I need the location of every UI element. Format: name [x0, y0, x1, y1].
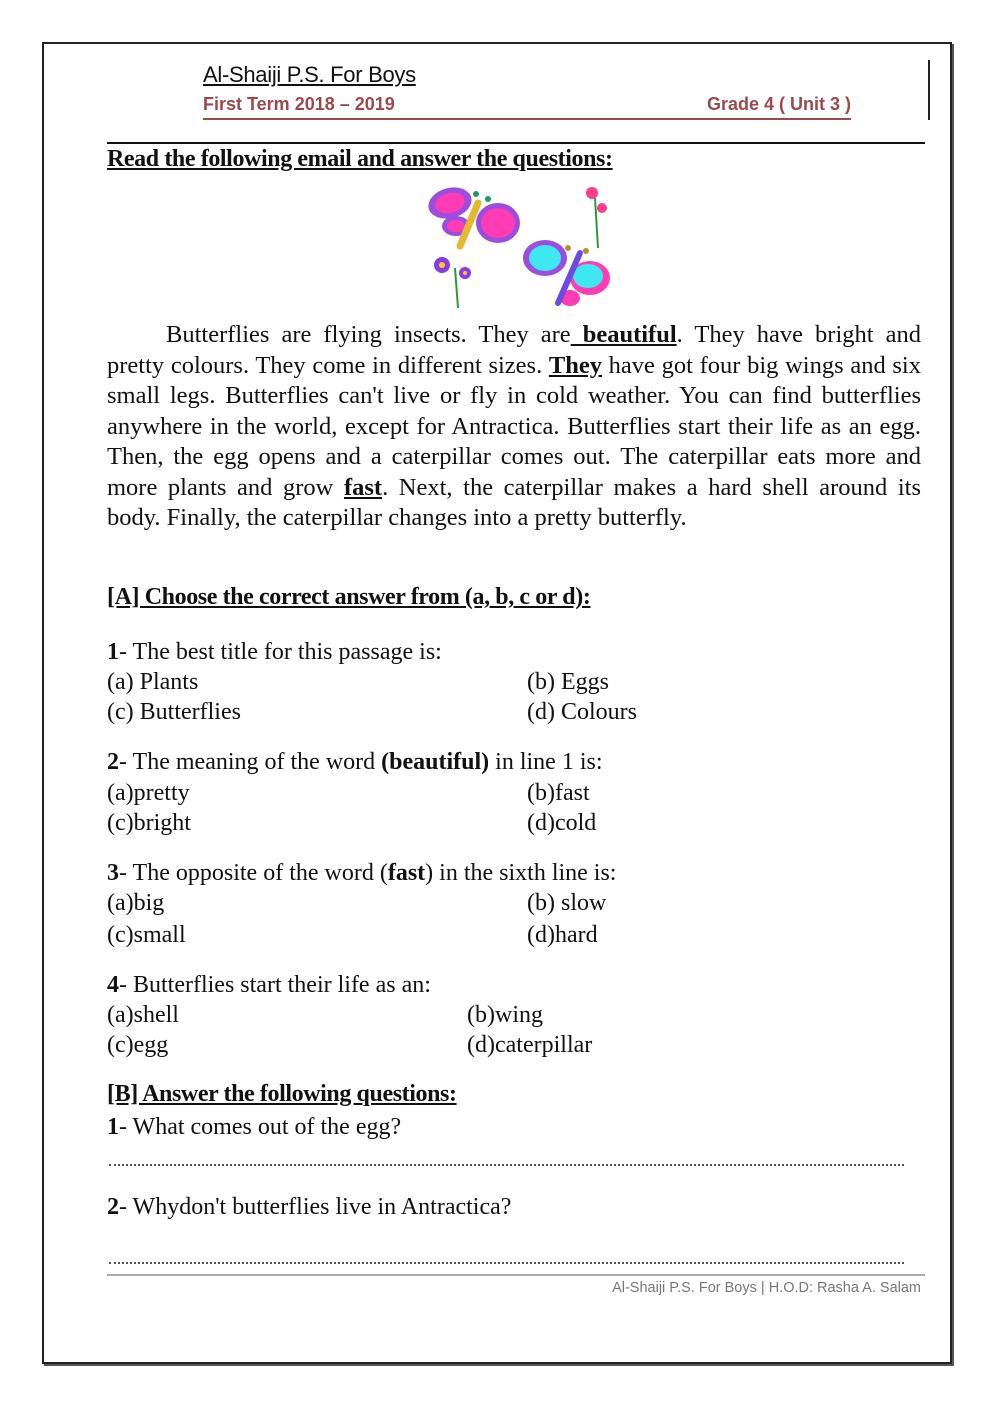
question-3	[107, 860, 616, 887]
option-c[interactable]: (c) Butterflies	[107, 699, 241, 725]
option-b[interactable]: (b)wing	[467, 1002, 543, 1028]
question-2	[107, 749, 603, 776]
question-text: - The opposite of the word (	[119, 860, 388, 886]
question-number: 2	[107, 1194, 119, 1220]
term: First Term 2018 – 2019	[203, 94, 395, 114]
reading-passage	[107, 320, 921, 534]
keyword-fast: fast	[343, 473, 383, 501]
question-number: 2	[107, 749, 119, 775]
option-a[interactable]: (a)pretty	[107, 780, 190, 806]
passage-text: have got four big wings and six small legs. Butterflies can't live or fly in cold weather. You can find butterflies anywhere in the world, except for Antractica. Butterflies start their life as an egg. Then, the egg opens and a caterpillar comes out. The caterpillar eats more and more plants and grow	[107, 351, 921, 501]
question-text: - What comes out of the egg?	[119, 1114, 402, 1140]
question-number: 4	[107, 972, 119, 998]
option-c[interactable]: (c)egg	[107, 1032, 169, 1058]
question-text: - Whydon't butterflies live in Antractica?	[119, 1194, 512, 1220]
pink-butterfly-icon	[425, 183, 520, 246]
section-b-heading: [B] Answer the following questions:	[107, 1081, 457, 1107]
question-number: 1	[107, 639, 119, 665]
school-name: Al-Shaiji P.S. For Boys	[203, 62, 416, 87]
open-question-1	[107, 1114, 401, 1141]
question-1	[107, 639, 442, 666]
question-4	[107, 972, 431, 999]
instruction-heading: Read the following email and answer the questions:	[107, 146, 613, 172]
question-number: 3	[107, 860, 119, 886]
option-a[interactable]: (a) Plants	[107, 669, 199, 695]
question-text: ) in the sixth line is:	[425, 860, 617, 886]
footer-divider	[107, 1274, 925, 1276]
passage-text: . Next, the caterpillar makes a hard shell around its body. Finally, the caterpillar changes into a pretty butterfly.	[107, 473, 921, 531]
question-text: - The meaning of the word	[119, 749, 382, 775]
term-line	[203, 94, 851, 120]
option-d[interactable]: (d) Colours	[527, 699, 637, 725]
option-a[interactable]: (a)big	[107, 890, 165, 916]
keyword-they: They	[548, 351, 602, 379]
answer-line-1[interactable]	[109, 1164, 904, 1166]
option-d[interactable]: (d)hard	[527, 922, 598, 948]
question-text: in line 1 is:	[489, 749, 603, 775]
open-question-2	[107, 1194, 511, 1221]
keyword-beautiful: beautiful	[570, 321, 677, 348]
passage-text: . They have bright and pretty colours. They come in different sizes.	[107, 321, 921, 379]
option-b[interactable]: (b) Eggs	[527, 669, 609, 695]
butterflies-illustration	[420, 178, 630, 313]
answer-line-2[interactable]	[109, 1262, 904, 1264]
option-b[interactable]: (b)fast	[527, 780, 590, 806]
question-keyword: fast	[387, 860, 426, 886]
question-keyword: (beautiful)	[381, 749, 490, 775]
question-text: - Butterflies start their life as an:	[119, 972, 431, 998]
passage-text: Butterflies are flying insects. They are	[166, 321, 571, 348]
header-divider	[107, 142, 925, 144]
blue-butterfly-icon	[523, 240, 610, 306]
header-vertical-rule	[928, 60, 930, 120]
option-d[interactable]: (d)caterpillar	[467, 1032, 593, 1058]
option-d[interactable]: (d)cold	[527, 810, 597, 836]
footer-text: Al-Shaiji P.S. For Boys | H.O.D: Rasha A. Salam	[612, 1280, 921, 1296]
option-a[interactable]: (a)shell	[107, 1002, 179, 1028]
section-a-heading: [A] Choose the correct answer from (a, b, c or d):	[107, 584, 591, 610]
option-c[interactable]: (c)small	[107, 922, 186, 948]
question-number: 1	[107, 1114, 119, 1140]
question-text: - The best title for this passage is:	[119, 639, 442, 665]
option-b[interactable]: (b) slow	[527, 890, 607, 916]
grade-unit: Grade 4 ( Unit 3 )	[706, 94, 851, 114]
option-c[interactable]: (c)bright	[107, 810, 191, 836]
